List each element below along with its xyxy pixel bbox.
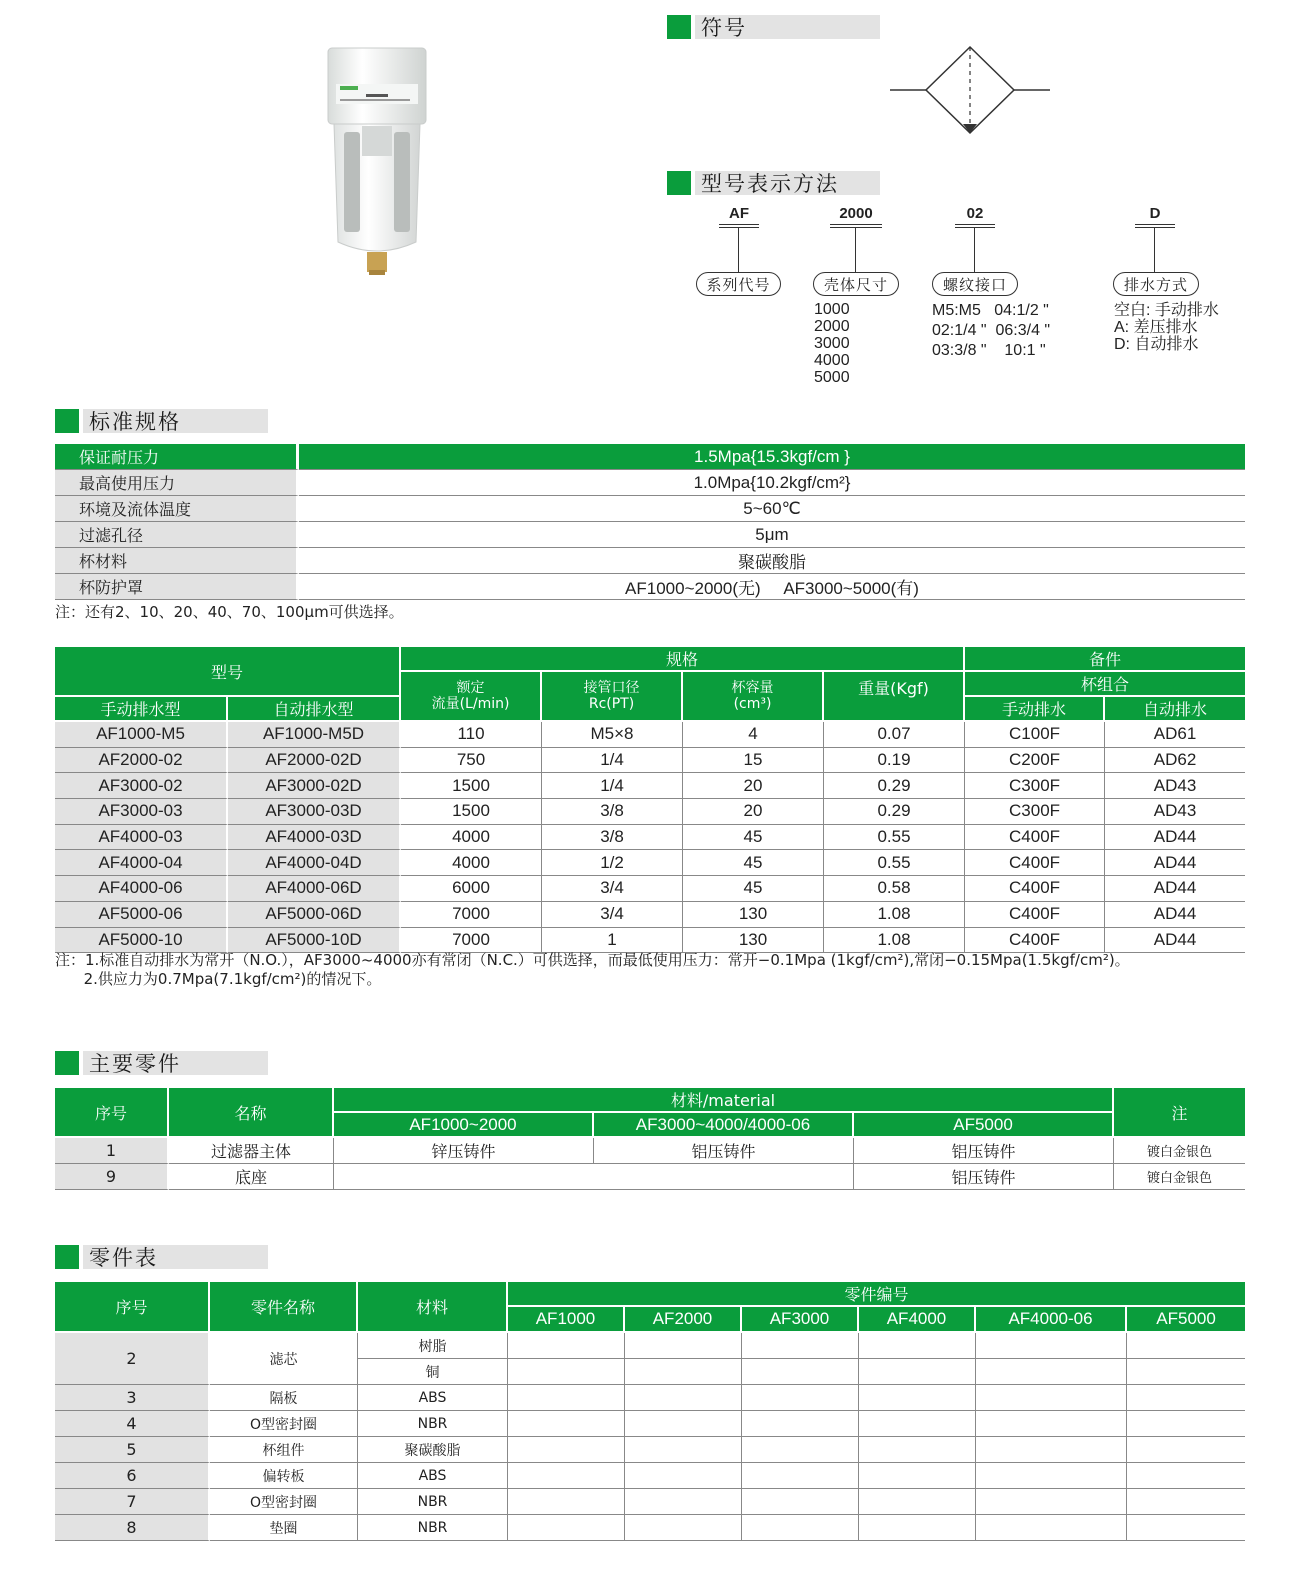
part-no: 1 bbox=[55, 1138, 169, 1164]
part-number-cell bbox=[508, 1385, 625, 1411]
part-number-cell bbox=[859, 1437, 976, 1463]
part-material: 铝压铸件 bbox=[594, 1138, 854, 1164]
section-marker bbox=[667, 15, 691, 39]
spec-cell: 1.08 bbox=[824, 928, 965, 954]
h-model-col: AF5000 bbox=[1127, 1307, 1245, 1333]
model-title: 型号表示方法 bbox=[695, 171, 880, 195]
spec-cell: 1.08 bbox=[824, 902, 965, 928]
main-parts-title: 主要零件 bbox=[83, 1051, 268, 1075]
spec-cell: 0.58 bbox=[824, 876, 965, 902]
part-number-cell bbox=[742, 1489, 859, 1515]
part-name: 杯组件 bbox=[210, 1437, 358, 1463]
part-number-cell bbox=[508, 1515, 625, 1541]
table-row bbox=[55, 902, 1245, 928]
code-underline bbox=[719, 227, 759, 228]
part-material: NBR bbox=[358, 1515, 508, 1541]
code-underline bbox=[1135, 224, 1175, 225]
part-name: 偏转板 bbox=[210, 1463, 358, 1489]
spec-value: 5~60℃ bbox=[299, 496, 1245, 522]
model-cell: AF5000-10 bbox=[55, 928, 228, 954]
model-cell: AF4000-04D bbox=[228, 850, 401, 876]
part-number-cell bbox=[508, 1437, 625, 1463]
part-no: 2 bbox=[55, 1333, 210, 1385]
table-row bbox=[55, 548, 1245, 574]
h-flow: 额定 流量(L/min) bbox=[401, 672, 542, 722]
model-table bbox=[55, 647, 1245, 953]
spec-cell: C300F bbox=[965, 799, 1105, 825]
table-header-row bbox=[55, 647, 1245, 672]
spec-cell: AD44 bbox=[1105, 902, 1245, 928]
part-material: NBR bbox=[358, 1411, 508, 1437]
part-number-cell bbox=[625, 1463, 742, 1489]
table-row bbox=[55, 825, 1245, 851]
spec-cell: 3/4 bbox=[542, 902, 683, 928]
h-part-name: 零件名称 bbox=[210, 1282, 358, 1333]
main-parts-table bbox=[55, 1088, 1245, 1190]
h-manual-type: 手动排水型 bbox=[55, 697, 228, 722]
model-cell: AF3000-02 bbox=[55, 773, 228, 799]
spec-cell: 110 bbox=[401, 722, 542, 748]
table-row bbox=[55, 748, 1245, 774]
part-number-cell bbox=[1127, 1489, 1245, 1515]
model-cell: AF2000-02 bbox=[55, 748, 228, 774]
table-row bbox=[55, 876, 1245, 902]
label-drain: 排水方式 bbox=[1113, 272, 1199, 296]
h-model-col: AF4000 bbox=[859, 1307, 976, 1333]
part-number-cell bbox=[625, 1333, 742, 1359]
code-underline bbox=[955, 224, 995, 225]
part-number-cell bbox=[625, 1437, 742, 1463]
part-no: 8 bbox=[55, 1515, 210, 1541]
part-material: NBR bbox=[358, 1489, 508, 1515]
spec-cell: 0.19 bbox=[824, 748, 965, 774]
part-number-cell bbox=[625, 1359, 742, 1385]
code-connector bbox=[855, 228, 856, 272]
part-number-cell bbox=[508, 1463, 625, 1489]
spec-cell: AD43 bbox=[1105, 773, 1245, 799]
part-number-cell bbox=[1127, 1437, 1245, 1463]
spec-cell: AD43 bbox=[1105, 799, 1245, 825]
part-name: 底座 bbox=[169, 1164, 334, 1190]
spec-label: 杯材料 bbox=[55, 548, 299, 574]
table-row bbox=[55, 1411, 1245, 1437]
part-number-cell bbox=[1127, 1515, 1245, 1541]
h-af2: AF3000~4000/4000-06 bbox=[594, 1113, 854, 1138]
part-number-cell bbox=[742, 1333, 859, 1359]
part-number-cell bbox=[742, 1359, 859, 1385]
h-af1: AF1000~2000 bbox=[334, 1113, 594, 1138]
code-thread: 02 bbox=[966, 205, 984, 222]
spec-cell: C400F bbox=[965, 902, 1105, 928]
parts-list-section-header bbox=[55, 1244, 268, 1270]
part-number-cell bbox=[508, 1333, 625, 1359]
table-row bbox=[55, 470, 1245, 496]
part-number-cell bbox=[1127, 1463, 1245, 1489]
label-size: 壳体尺寸 bbox=[813, 272, 899, 296]
model-cell: AF4000-03 bbox=[55, 825, 228, 851]
table-row bbox=[55, 1138, 1245, 1164]
h-material: 材料/material bbox=[334, 1088, 1114, 1113]
part-material bbox=[334, 1164, 854, 1190]
part-number-cell bbox=[976, 1385, 1127, 1411]
part-material: ABS bbox=[358, 1463, 508, 1489]
part-number-cell bbox=[625, 1385, 742, 1411]
part-number-cell bbox=[1127, 1411, 1245, 1437]
spec-cell: 7000 bbox=[401, 902, 542, 928]
spec-cell: 45 bbox=[683, 850, 824, 876]
std-spec-section-header bbox=[55, 408, 268, 434]
table-row bbox=[55, 1515, 1245, 1541]
spec-value: AF1000~2000(无) AF3000~5000(有) bbox=[299, 574, 1245, 600]
spec-cell: 15 bbox=[683, 748, 824, 774]
part-material: 铜 bbox=[358, 1359, 508, 1385]
part-number-cell bbox=[742, 1437, 859, 1463]
code-connector bbox=[974, 228, 975, 272]
part-name: 过滤器主体 bbox=[169, 1138, 334, 1164]
part-number-cell bbox=[625, 1489, 742, 1515]
spec-cell: 7000 bbox=[401, 928, 542, 954]
spec-cell: 1 bbox=[542, 928, 683, 954]
section-marker bbox=[55, 1245, 79, 1269]
part-no: 4 bbox=[55, 1411, 210, 1437]
spec-cell: 3/8 bbox=[542, 825, 683, 851]
table-row bbox=[55, 574, 1245, 600]
thread-options: M5:M5 04:1/2 " 02:1/4 " 06:3/4 " 03:3/8 " 10:1 " bbox=[932, 302, 1051, 359]
h-parts: 备件 bbox=[965, 647, 1245, 672]
h-name: 名称 bbox=[169, 1088, 334, 1138]
spec-cell: AD44 bbox=[1105, 876, 1245, 902]
part-number-cell bbox=[625, 1411, 742, 1437]
h-auto-type: 自动排水型 bbox=[228, 697, 401, 722]
part-number-cell bbox=[976, 1437, 1127, 1463]
part-no: 9 bbox=[55, 1164, 169, 1190]
spec-cell: 1/4 bbox=[542, 773, 683, 799]
part-no: 3 bbox=[55, 1385, 210, 1411]
code-series: AF bbox=[729, 205, 749, 222]
spec-value: 1.0Mpa{10.2kgf/cm²} bbox=[299, 470, 1245, 496]
part-number-cell bbox=[742, 1411, 859, 1437]
product-image bbox=[326, 46, 428, 276]
part-number-cell bbox=[859, 1489, 976, 1515]
spec-value: 聚碳酸脂 bbox=[299, 548, 1245, 574]
part-material: 铝压铸件 bbox=[854, 1164, 1114, 1190]
spec-cell: 20 bbox=[683, 799, 824, 825]
table-row bbox=[55, 1463, 1245, 1489]
h-af3: AF5000 bbox=[854, 1113, 1114, 1138]
size-options: 1000 2000 3000 4000 5000 bbox=[814, 301, 850, 386]
spec-cell: 4000 bbox=[401, 850, 542, 876]
part-name: 垫圈 bbox=[210, 1515, 358, 1541]
h-material: 材料 bbox=[358, 1282, 508, 1333]
spec-cell: 6000 bbox=[401, 876, 542, 902]
part-number-cell bbox=[859, 1385, 976, 1411]
model-cell: AF3000-03 bbox=[55, 799, 228, 825]
model-cell: AF4000-06D bbox=[228, 876, 401, 902]
spec-cell: 45 bbox=[683, 876, 824, 902]
code-drain: D bbox=[1149, 205, 1161, 222]
section-marker bbox=[55, 409, 79, 433]
spec-label: 最高使用压力 bbox=[55, 470, 299, 496]
spec-cell: C200F bbox=[965, 748, 1105, 774]
table-row bbox=[55, 928, 1245, 954]
spec-cell: 4000 bbox=[401, 825, 542, 851]
part-number-cell bbox=[859, 1333, 976, 1359]
spec-cell: 130 bbox=[683, 902, 824, 928]
part-number-cell bbox=[976, 1463, 1127, 1489]
h-no: 序号 bbox=[55, 1088, 169, 1138]
part-name: O型密封圈 bbox=[210, 1489, 358, 1515]
part-number-cell bbox=[976, 1515, 1127, 1541]
h-spec: 规格 bbox=[401, 647, 965, 672]
spec-cell: C400F bbox=[965, 928, 1105, 954]
part-number-cell bbox=[1127, 1359, 1245, 1385]
model-section-header bbox=[667, 170, 880, 196]
model-cell: AF5000-10D bbox=[228, 928, 401, 954]
parts-list-title: 零件表 bbox=[83, 1245, 268, 1269]
h-model-col: AF3000 bbox=[742, 1307, 859, 1333]
part-material: 聚碳酸脂 bbox=[358, 1437, 508, 1463]
std-spec-note: 注：还有2、10、20、40、70、100μm可供选择。 bbox=[55, 603, 404, 621]
model-cell: AF4000-04 bbox=[55, 850, 228, 876]
spec-cell: 0.55 bbox=[824, 850, 965, 876]
h-port: 接管口径 Rc(PT) bbox=[542, 672, 683, 722]
model-cell: AF1000-M5D bbox=[228, 722, 401, 748]
part-number-cell bbox=[742, 1463, 859, 1489]
h-manual-drain: 手动排水 bbox=[965, 697, 1105, 722]
part-no: 6 bbox=[55, 1463, 210, 1489]
spec-cell: AD44 bbox=[1105, 825, 1245, 851]
spec-cell: 1/4 bbox=[542, 748, 683, 774]
table-row bbox=[55, 722, 1245, 748]
code-underline bbox=[955, 227, 995, 228]
code-connector bbox=[1154, 228, 1155, 272]
h-model-col: AF4000-06 bbox=[976, 1307, 1127, 1333]
spec-cell: 130 bbox=[683, 928, 824, 954]
symbol-section-header bbox=[667, 14, 880, 40]
table-row bbox=[55, 444, 1245, 470]
part-material: 锌压铸件 bbox=[334, 1138, 594, 1164]
spec-value: 5μm bbox=[299, 522, 1245, 548]
spec-label: 杯防护罩 bbox=[55, 574, 299, 600]
model-cell: AF4000-06 bbox=[55, 876, 228, 902]
spec-cell: 750 bbox=[401, 748, 542, 774]
table-row bbox=[55, 1164, 1245, 1190]
spec-cell: AD62 bbox=[1105, 748, 1245, 774]
spec-value: 1.5Mpa{15.3kgf/cm } bbox=[299, 444, 1245, 470]
spec-cell: 3/4 bbox=[542, 876, 683, 902]
table-row bbox=[55, 496, 1245, 522]
model-table-body bbox=[55, 722, 1245, 953]
code-connector bbox=[738, 228, 739, 272]
code-underline bbox=[830, 224, 882, 225]
spec-cell: C300F bbox=[965, 773, 1105, 799]
part-number-cell bbox=[859, 1411, 976, 1437]
spec-label: 过滤孔径 bbox=[55, 522, 299, 548]
spec-cell: 20 bbox=[683, 773, 824, 799]
h-part-number: 零件编号 bbox=[508, 1282, 1245, 1307]
part-number-cell bbox=[508, 1359, 625, 1385]
code-underline bbox=[719, 224, 759, 225]
part-name: 滤芯 bbox=[210, 1333, 358, 1385]
section-marker bbox=[667, 171, 691, 195]
model-table-note: 注：1.标准自动排水为常开（N.O.），AF3000~4000亦有常闭（N.C.）可供选择，而最低使用压力：常开−0.1Mpa (1kgf/cm²),常闭−0.15Mpa(1.5kgf/cm²)。 2.供应力为0.7Mpa(7.1kgf/cm²)的情况下。 bbox=[55, 951, 1130, 988]
part-number-cell bbox=[976, 1359, 1127, 1385]
spec-cell: 4 bbox=[683, 722, 824, 748]
spec-cell: M5×8 bbox=[542, 722, 683, 748]
h-model-col: AF2000 bbox=[625, 1307, 742, 1333]
spec-label: 保证耐压力 bbox=[55, 444, 299, 470]
section-marker bbox=[55, 1051, 79, 1075]
code-size: 2000 bbox=[839, 205, 873, 222]
main-parts-section-header bbox=[55, 1050, 268, 1076]
label-series: 系列代号 bbox=[696, 272, 781, 296]
table-row bbox=[55, 522, 1245, 548]
h-model-col: AF1000 bbox=[508, 1307, 625, 1333]
spec-cell: C400F bbox=[965, 850, 1105, 876]
spec-cell: AD44 bbox=[1105, 928, 1245, 954]
spec-cell: 1500 bbox=[401, 799, 542, 825]
spec-cell: AD44 bbox=[1105, 850, 1245, 876]
part-name: O型密封圈 bbox=[210, 1411, 358, 1437]
part-number-cell bbox=[976, 1333, 1127, 1359]
model-cell: AF5000-06D bbox=[228, 902, 401, 928]
part-number-cell bbox=[976, 1411, 1127, 1437]
std-spec-title: 标准规格 bbox=[83, 409, 268, 433]
part-material: 铝压铸件 bbox=[854, 1138, 1114, 1164]
h-cup-combo: 杯组合 bbox=[965, 672, 1245, 697]
part-name: 隔板 bbox=[210, 1385, 358, 1411]
spec-cell: 0.07 bbox=[824, 722, 965, 748]
spec-cell: 1500 bbox=[401, 773, 542, 799]
part-number-cell bbox=[742, 1385, 859, 1411]
part-number-cell bbox=[859, 1515, 976, 1541]
model-cell: AF2000-02D bbox=[228, 748, 401, 774]
table-row bbox=[55, 1437, 1245, 1463]
spec-cell: 1/2 bbox=[542, 850, 683, 876]
table-row bbox=[55, 1489, 1245, 1515]
code-underline bbox=[830, 227, 882, 228]
symbol-title: 符号 bbox=[695, 15, 880, 39]
spec-cell: AD61 bbox=[1105, 722, 1245, 748]
std-spec-table bbox=[55, 444, 1245, 600]
part-number-cell bbox=[625, 1515, 742, 1541]
spec-cell: C100F bbox=[965, 722, 1105, 748]
part-number-cell bbox=[1127, 1385, 1245, 1411]
table-row bbox=[55, 1385, 1245, 1411]
h-note: 注 bbox=[1114, 1088, 1245, 1138]
parts-list-table bbox=[55, 1282, 1245, 1541]
model-cell: AF4000-03D bbox=[228, 825, 401, 851]
table-header-row bbox=[55, 1282, 1245, 1307]
part-no: 5 bbox=[55, 1437, 210, 1463]
spec-cell: 0.55 bbox=[824, 825, 965, 851]
parts-list-body bbox=[55, 1385, 1245, 1541]
label-thread: 螺纹接口 bbox=[932, 272, 1018, 296]
spec-cell: 3/8 bbox=[542, 799, 683, 825]
spec-label: 环境及流体温度 bbox=[55, 496, 299, 522]
part-note: 镀白金银色 bbox=[1114, 1138, 1245, 1164]
drain-options: 空白: 手动排水 A: 差压排水 D: 自动排水 bbox=[1114, 302, 1219, 353]
spec-cell: C400F bbox=[965, 825, 1105, 851]
spec-cell: C400F bbox=[965, 876, 1105, 902]
part-number-cell bbox=[508, 1411, 625, 1437]
h-model: 型号 bbox=[55, 647, 401, 697]
part-note: 镀白金银色 bbox=[1114, 1164, 1245, 1190]
h-auto-drain: 自动排水 bbox=[1105, 697, 1245, 722]
table-row bbox=[55, 850, 1245, 876]
h-weight: 重量(Kgf) bbox=[824, 672, 965, 722]
spec-cell: 0.29 bbox=[824, 773, 965, 799]
part-no: 7 bbox=[55, 1489, 210, 1515]
part-number-cell bbox=[976, 1489, 1127, 1515]
model-cell: AF3000-03D bbox=[228, 799, 401, 825]
model-cell: AF1000-M5 bbox=[55, 722, 228, 748]
spec-cell: 0.29 bbox=[824, 799, 965, 825]
code-underline bbox=[1135, 227, 1175, 228]
part-number-cell bbox=[859, 1359, 976, 1385]
part-number-cell bbox=[859, 1463, 976, 1489]
part-material: ABS bbox=[358, 1385, 508, 1411]
table-row bbox=[55, 1333, 1245, 1359]
table-header-row bbox=[55, 1088, 1245, 1113]
h-cup: 杯容量 (cm³) bbox=[683, 672, 824, 722]
h-no: 序号 bbox=[55, 1282, 210, 1333]
table-row bbox=[55, 799, 1245, 825]
part-number-cell bbox=[1127, 1333, 1245, 1359]
part-number-cell bbox=[742, 1515, 859, 1541]
table-row bbox=[55, 773, 1245, 799]
model-cell: AF3000-02D bbox=[228, 773, 401, 799]
part-number-cell bbox=[508, 1489, 625, 1515]
spec-cell: 45 bbox=[683, 825, 824, 851]
model-cell: AF5000-06 bbox=[55, 902, 228, 928]
filter-symbol-icon bbox=[886, 44, 1054, 136]
part-material: 树脂 bbox=[358, 1333, 508, 1359]
